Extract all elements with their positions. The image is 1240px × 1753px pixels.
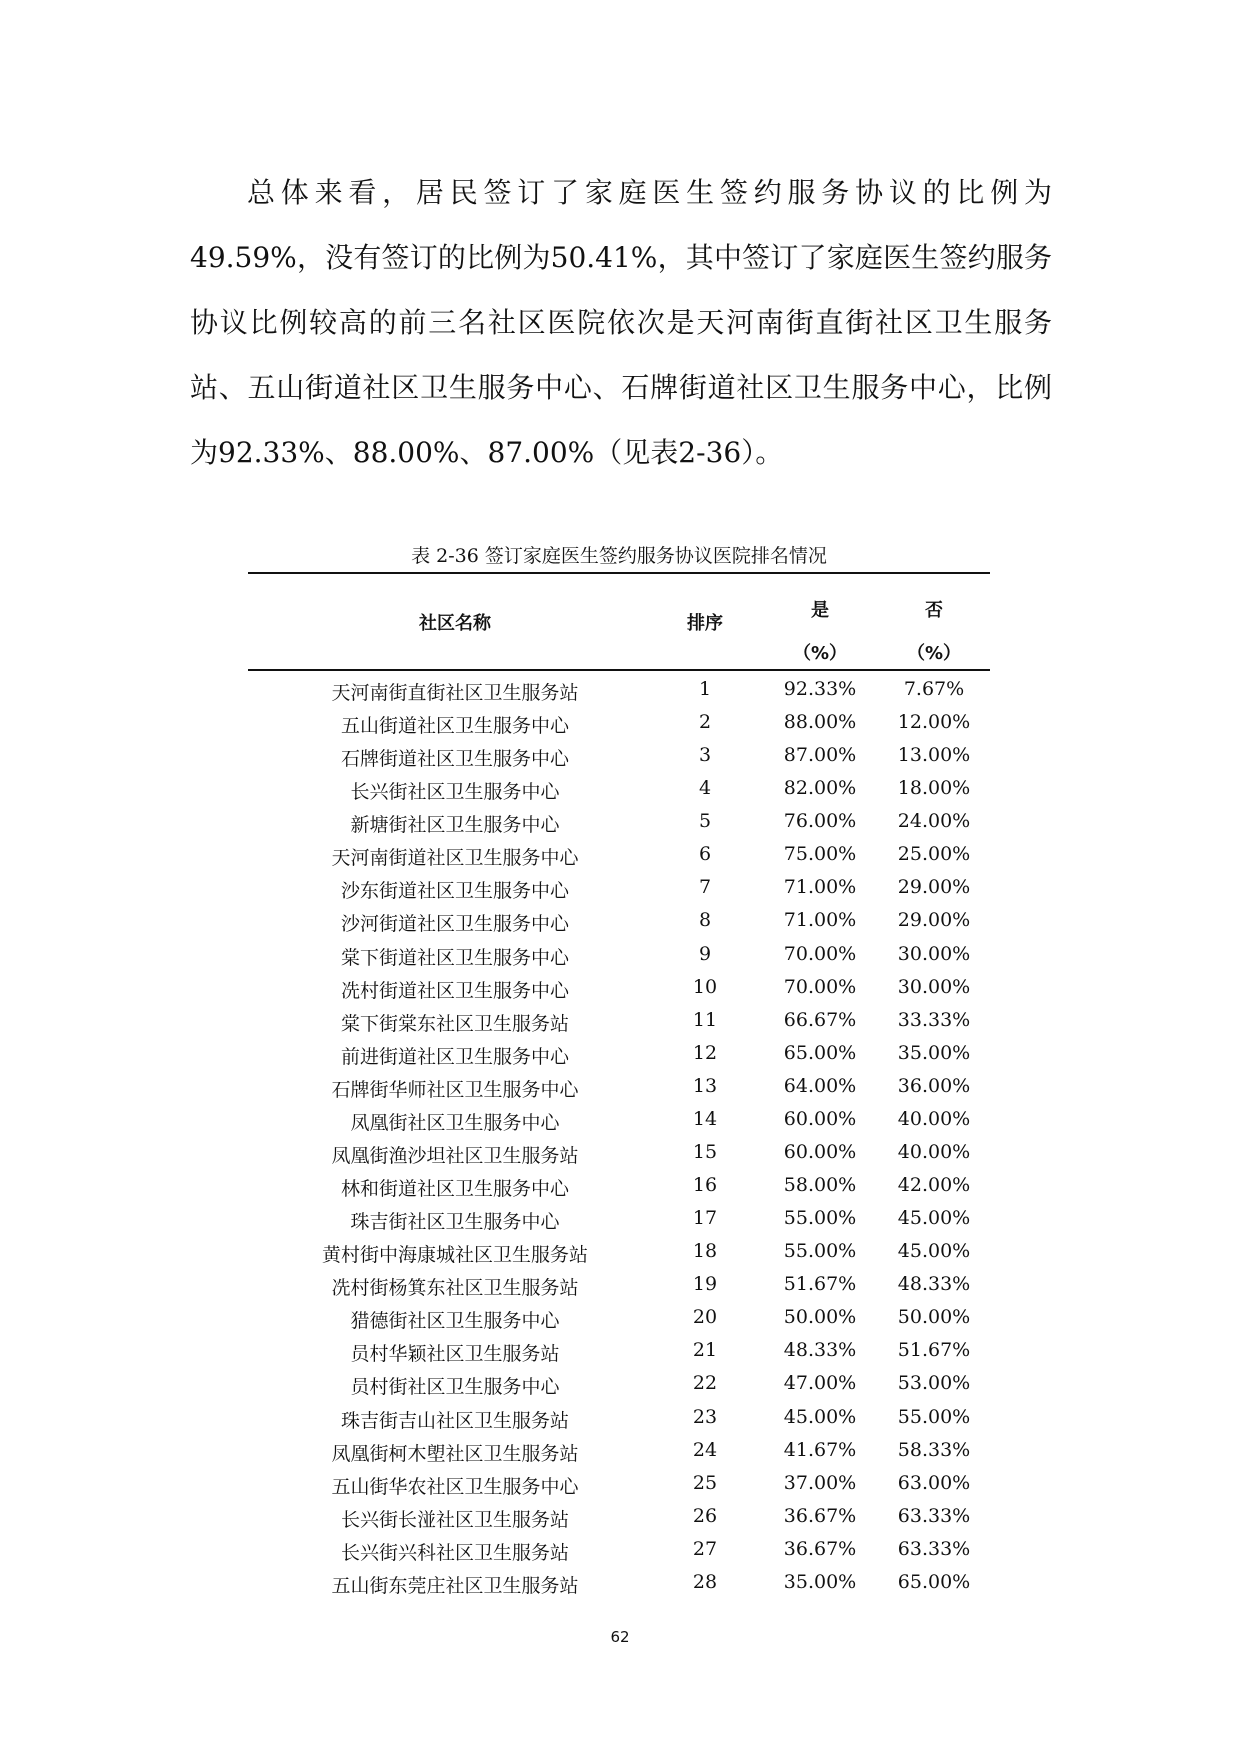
cell-no: 42.00% <box>897 1174 971 1197</box>
cell-name: 沙东街道社区卫生服务中心 <box>340 880 570 903</box>
cell-yes: 60.00% <box>783 1107 857 1130</box>
cell-name: 石牌街道社区卫生服务中心 <box>340 748 570 771</box>
cell-yes: 71.00% <box>783 909 857 932</box>
table-row <box>0 1301 1240 1334</box>
cell-no: 35.00% <box>897 1041 971 1064</box>
header-no-unit: （%） <box>906 643 962 664</box>
table-row <box>0 1004 1240 1037</box>
cell-no: 63.33% <box>897 1537 971 1560</box>
table-caption: 表 2-36 签订家庭医生签约服务协议医院排名情况 <box>411 545 827 567</box>
cell-yes: 55.00% <box>783 1240 857 1263</box>
cell-name: 员村华颖社区卫生服务站 <box>350 1343 560 1366</box>
table-row <box>0 1467 1240 1500</box>
header-rank: 排序 <box>687 613 723 634</box>
cell-no: 24.00% <box>897 810 971 833</box>
cell-yes: 82.00% <box>783 777 857 800</box>
table-row <box>0 1169 1240 1202</box>
table-row <box>0 838 1240 871</box>
cell-rank: 8 <box>698 909 712 932</box>
cell-no: 55.00% <box>897 1405 971 1428</box>
cell-rank: 12 <box>692 1041 718 1064</box>
cell-yes: 76.00% <box>783 810 857 833</box>
header-yes: 是 <box>811 600 829 621</box>
cell-no: 63.00% <box>897 1471 971 1494</box>
cell-name: 凤凰街柯木塱社区卫生服务站 <box>331 1442 579 1465</box>
cell-yes: 88.00% <box>783 711 857 734</box>
cell-yes: 64.00% <box>783 1074 857 1097</box>
cell-name: 前进街道社区卫生服务中心 <box>340 1045 570 1068</box>
cell-name: 长兴街兴科社区卫生服务站 <box>340 1541 570 1564</box>
table-row <box>0 1566 1240 1599</box>
cell-name: 长兴街长湴社区卫生服务站 <box>340 1508 570 1531</box>
cell-rank: 14 <box>692 1107 718 1130</box>
table-row <box>0 1235 1240 1268</box>
cell-no: 7.67% <box>903 678 965 700</box>
cell-no: 40.00% <box>897 1140 971 1163</box>
cell-yes: 66.67% <box>783 1008 857 1031</box>
cell-no: 58.33% <box>897 1438 971 1461</box>
cell-name: 珠吉街社区卫生服务中心 <box>350 1211 560 1234</box>
table-row <box>0 871 1240 904</box>
table-row <box>0 1334 1240 1367</box>
cell-name: 五山街道社区卫生服务中心 <box>340 715 570 738</box>
table-row <box>0 673 1240 706</box>
table-row <box>0 1268 1240 1301</box>
cell-name: 五山街东莞庄社区卫生服务站 <box>331 1574 579 1597</box>
cell-no: 33.33% <box>897 1008 971 1031</box>
cell-no: 29.00% <box>897 876 971 899</box>
cell-name: 凤凰街社区卫生服务中心 <box>350 1111 560 1134</box>
table-row <box>0 1434 1240 1467</box>
cell-no: 45.00% <box>897 1207 971 1230</box>
cell-no: 48.33% <box>897 1273 971 1296</box>
table-row <box>0 1533 1240 1566</box>
table-header-rule <box>248 669 990 671</box>
cell-rank: 1 <box>698 678 712 700</box>
table-row <box>0 1202 1240 1235</box>
table-top-rule <box>248 572 990 574</box>
table-row <box>0 971 1240 1004</box>
cell-yes: 36.67% <box>783 1537 857 1560</box>
table-row <box>0 1500 1240 1533</box>
cell-yes: 37.00% <box>783 1471 857 1494</box>
cell-name: 黄村街中海康城社区卫生服务站 <box>321 1244 589 1267</box>
header-yes-unit: （%） <box>792 643 848 664</box>
cell-yes: 41.67% <box>783 1438 857 1461</box>
cell-name: 五山街华农社区卫生服务中心 <box>331 1475 579 1498</box>
cell-name: 沙河街道社区卫生服务中心 <box>340 913 570 936</box>
table-row <box>0 1103 1240 1136</box>
table-row <box>0 1037 1240 1070</box>
cell-rank: 22 <box>692 1372 718 1395</box>
cell-no: 63.33% <box>897 1504 971 1527</box>
cell-name: 凤凰街渔沙坦社区卫生服务站 <box>331 1144 579 1167</box>
cell-no: 30.00% <box>897 975 971 998</box>
cell-yes: 71.00% <box>783 876 857 899</box>
table-row <box>0 739 1240 772</box>
cell-yes: 36.67% <box>783 1504 857 1527</box>
cell-rank: 9 <box>698 942 712 965</box>
cell-name: 冼村街杨箕东社区卫生服务站 <box>331 1277 579 1300</box>
table-row <box>0 938 1240 971</box>
table-row <box>0 1070 1240 1103</box>
cell-no: 13.00% <box>897 744 971 767</box>
header-no: 否 <box>925 600 943 621</box>
cell-rank: 13 <box>692 1074 718 1097</box>
body-paragraph: 总体来看，居民签订了家庭医生签约服务协议的比例为49.59%，没有签订的比例为50.41%，其中签订了家庭医生签约服务协议比例较高的前三名社区医院依次是天河南街直街社区卫生服务站、五山街道社区卫生服务中心、石牌街道社区卫生服务中心，比例为92.33%、88.00%、87.00%（见表2-36）。 <box>190 176 1052 469</box>
cell-rank: 5 <box>698 810 712 833</box>
cell-name: 员村街社区卫生服务中心 <box>350 1376 560 1399</box>
cell-yes: 35.00% <box>783 1570 857 1593</box>
table-row <box>0 1367 1240 1400</box>
cell-name: 林和街道社区卫生服务中心 <box>340 1178 570 1201</box>
page-number: 62 <box>610 1628 630 1646</box>
cell-name: 新塘街社区卫生服务中心 <box>350 814 560 837</box>
cell-name: 天河南街道社区卫生服务中心 <box>331 847 579 870</box>
cell-rank: 28 <box>692 1570 718 1593</box>
cell-rank: 26 <box>692 1504 718 1527</box>
cell-yes: 47.00% <box>783 1372 857 1395</box>
cell-rank: 24 <box>692 1438 718 1461</box>
cell-rank: 27 <box>692 1537 718 1560</box>
cell-yes: 65.00% <box>783 1041 857 1064</box>
cell-yes: 50.00% <box>783 1306 857 1329</box>
table-row <box>0 706 1240 739</box>
cell-rank: 2 <box>698 711 712 734</box>
cell-rank: 18 <box>692 1240 718 1263</box>
cell-name: 珠吉街吉山社区卫生服务站 <box>340 1409 570 1432</box>
cell-yes: 58.00% <box>783 1174 857 1197</box>
cell-yes: 70.00% <box>783 942 857 965</box>
cell-rank: 11 <box>692 1008 718 1031</box>
table-row <box>0 1136 1240 1169</box>
cell-rank: 10 <box>692 975 718 998</box>
cell-name: 天河南街直街社区卫生服务站 <box>331 682 579 704</box>
cell-yes: 55.00% <box>783 1207 857 1230</box>
cell-rank: 6 <box>698 843 712 866</box>
cell-no: 18.00% <box>897 777 971 800</box>
table-row <box>0 772 1240 805</box>
cell-no: 40.00% <box>897 1107 971 1130</box>
cell-rank: 21 <box>692 1339 718 1362</box>
cell-no: 50.00% <box>897 1306 971 1329</box>
cell-no: 53.00% <box>897 1372 971 1395</box>
cell-name: 长兴街社区卫生服务中心 <box>350 781 560 804</box>
header-name: 社区名称 <box>419 613 491 634</box>
cell-no: 29.00% <box>897 909 971 932</box>
cell-name: 棠下街棠东社区卫生服务站 <box>340 1012 570 1035</box>
cell-rank: 25 <box>692 1471 718 1494</box>
cell-no: 12.00% <box>897 711 971 734</box>
cell-name: 棠下街道社区卫生服务中心 <box>340 946 570 969</box>
cell-yes: 92.33% <box>783 678 857 700</box>
cell-yes: 70.00% <box>783 975 857 998</box>
table-row <box>0 904 1240 937</box>
cell-rank: 15 <box>692 1140 718 1163</box>
cell-name: 猎德街社区卫生服务中心 <box>350 1310 560 1333</box>
cell-yes: 87.00% <box>783 744 857 767</box>
cell-yes: 60.00% <box>783 1140 857 1163</box>
cell-no: 65.00% <box>897 1570 971 1593</box>
cell-rank: 20 <box>692 1306 718 1329</box>
table-row <box>0 1401 1240 1434</box>
cell-no: 30.00% <box>897 942 971 965</box>
cell-rank: 23 <box>692 1405 718 1428</box>
cell-rank: 19 <box>692 1273 718 1296</box>
cell-rank: 16 <box>692 1174 718 1197</box>
cell-rank: 4 <box>698 777 712 800</box>
cell-rank: 7 <box>698 876 712 899</box>
cell-yes: 75.00% <box>783 843 857 866</box>
cell-no: 45.00% <box>897 1240 971 1263</box>
cell-rank: 3 <box>698 744 712 767</box>
cell-yes: 48.33% <box>783 1339 857 1362</box>
cell-no: 25.00% <box>897 843 971 866</box>
cell-name: 石牌街华师社区卫生服务中心 <box>331 1078 579 1101</box>
cell-yes: 45.00% <box>783 1405 857 1428</box>
cell-no: 51.67% <box>897 1339 971 1362</box>
cell-rank: 17 <box>692 1207 718 1230</box>
cell-no: 36.00% <box>897 1074 971 1097</box>
table-row <box>0 805 1240 838</box>
cell-yes: 51.67% <box>783 1273 857 1296</box>
cell-name: 冼村街道社区卫生服务中心 <box>340 979 570 1002</box>
